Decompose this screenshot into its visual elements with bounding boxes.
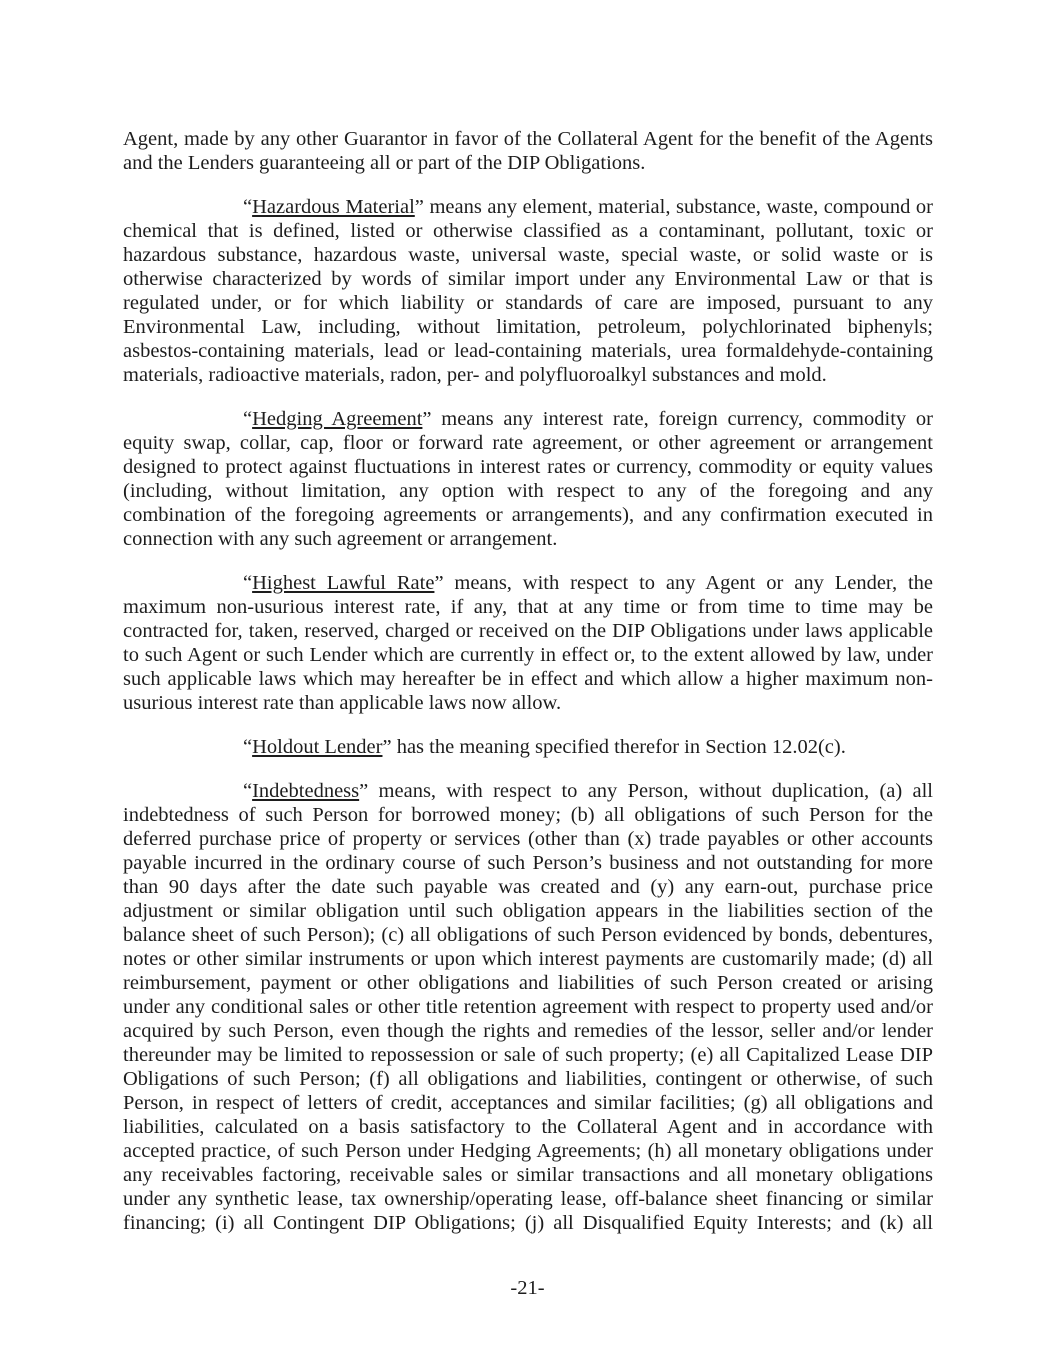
- defined-term: Highest Lawful Rate: [252, 572, 435, 594]
- definition-body: ” has the meaning specified therefor in Section 12.02(c).: [382, 736, 846, 758]
- page-number: -21-: [510, 1277, 545, 1299]
- open-quote: “: [243, 572, 253, 594]
- definition-body: ” means any element, material, substance, waste, compound or chemical that is defined, listed or otherwise classified as a contaminant, pollutant, toxic or hazardous substance, hazardous waste, universal waste, special waste, or solid waste or is otherwise characterized by words of similar import under any Environmental Law or that is regulated under, or for which liability or standards of care are imposed, pursuant to any Environmental Law, including, without limitation, petroleum, polychlorinated biphenyls; asbestos-containing materials, lead or lead-containing materials, urea formaldehyde-containing materials, radioactive materials, radon, per- and polyfluoroalkyl substances and mold.: [123, 196, 933, 386]
- open-quote: “: [243, 780, 253, 802]
- defined-term: Indebtedness: [252, 780, 360, 802]
- defined-term: Hazardous Material: [252, 196, 415, 218]
- paragraph-text: Agent, made by any other Guarantor in favor of the Collateral Agent for the benefit of the Agents and the Lenders guaranteeing all or part of the DIP Obligations.: [123, 128, 933, 174]
- open-quote: “: [243, 736, 253, 758]
- paragraph-guaranty-continuation: [123, 127, 933, 175]
- open-quote: “: [243, 408, 253, 430]
- definition-hazardous-material: [123, 195, 933, 387]
- definition-indebtedness: [123, 779, 933, 1235]
- definition-highest-lawful-rate: [123, 571, 933, 715]
- open-quote: “: [243, 196, 253, 218]
- definition-body: ” means any interest rate, foreign currency, commodity or equity swap, collar, cap, floor or forward rate agreement, or other agreement or arrangement designed to protect against fluctuations in interest rates or currency, commodity or equity values (including, without limitation, any option with respect to any of the foregoing and any combination of the foregoing agreements or arrangements), and any confirmation executed in connection with any such agreement or arrangement.: [123, 408, 933, 550]
- definition-hedging-agreement: [123, 407, 933, 551]
- document-body: [123, 127, 933, 1235]
- definition-holdout-lender: [123, 735, 933, 759]
- defined-term: Hedging Agreement: [252, 408, 423, 430]
- definition-body: ” means, with respect to any Person, without duplication, (a) all indebtedness of such Person for borrowed money; (b) all obligations of such Person for the deferred purchase price of property or services (other than (x) trade payables or other accounts payable incurred in the ordinary course of such Person’s business and not outstanding for more than 90 days after the date such payable was created and (y) any earn-out, purchase price adjustment or similar obligation until such obligation appears in the liabilities section of the balance sheet of such Person); (c) all obligations of such Person evidenced by bonds, debentures, notes or other similar instruments or upon which interest payments are customarily made; (d) all reimbursement, payment or other obligations and liabilities of such Person created or arising under any conditional sales or other title retention agreement with respect to property used and/or acquired by such Person, even though the rights and remedies of the lessor, seller and/or lender thereunder may be limited to repossession or sale of such property; (e) all Capitalized Lease DIP Obligations of such Person; (f) all obligations and liabilities, contingent or otherwise, of such Person, in respect of letters of credit, acceptances and similar facilities; (g) all obligations and liabilities, calculated on a basis satisfactory to the Collateral Agent and in accordance with accepted practice, of such Person under Hedging Agreements; (h) all monetary obligations under any receivables factoring, receivable sales or similar transactions and all monetary obligations under any synthetic lease, tax ownership/operating lease, off-balance sheet financing or similar financing; (i) all Contingent DIP Obligations; (j) all Disqualified Equity Interests; and (k) all: [123, 780, 933, 1234]
- definition-body: ” means, with respect to any Agent or any Lender, the maximum non-usurious interest rate, if any, that at any time or from time to time may be contracted for, taken, reserved, charged or received on the DIP Obligations under laws applicable to such Agent or such Lender which are currently in effect or, to the extent allowed by law, under such applicable laws which may hereafter be in effect and which allow a higher maximum non-usurious interest rate than applicable laws now allow.: [123, 572, 934, 714]
- page-footer: [0, 1276, 1055, 1300]
- defined-term: Holdout Lender: [252, 736, 383, 758]
